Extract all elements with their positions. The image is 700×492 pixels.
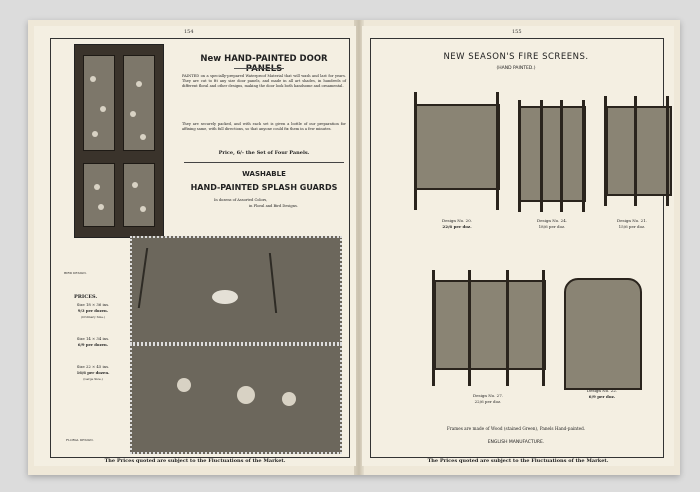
- bird-design-label: BIRD DESIGN.: [64, 271, 87, 275]
- door-panels-description-2: They are securely packed, and with each set is given a bottle of our preparation for affixing same, with full directions, so that anyone could fix them in a few minutes.: [182, 122, 346, 131]
- design-price: 6/9 per doz.: [588, 394, 616, 399]
- left-page-footer: The Prices quoted are subject to the Fluctuations of the Market.: [104, 458, 286, 464]
- door-illustration: [74, 44, 164, 238]
- fire-screen-image: [434, 280, 546, 370]
- design-27-caption: [448, 393, 528, 405]
- design-price: 18/6 per doz.: [538, 224, 566, 229]
- price-entry-1: [60, 302, 126, 320]
- design-label: Design No. 21.: [616, 218, 648, 223]
- door-panel: [123, 55, 155, 151]
- door-panels-description: PAINTED on a specially-prepared Waterproof Material that will wash and last for years. They are cut to fit any size door panels, and made in all art shades, in hundreds of different floral and other designs, making the door look both handsome and ornamental.: [182, 74, 346, 88]
- splash-guards-subtitle-1: In dozens of Assorted Colors,: [214, 198, 268, 202]
- splash-guards-title: HAND-PAINTED SPLASH GUARDS: [190, 183, 338, 192]
- fire-screens-title: NEW SEASON'S FIRE SCREENS.: [443, 52, 589, 62]
- fire-screen-image: [518, 106, 586, 202]
- fire-screen-image: [564, 278, 642, 390]
- splash-guards-title-top: WASHABLE: [242, 170, 286, 178]
- design-label: Design No. 27.: [472, 393, 504, 398]
- price-size: Size 14 × 34 ins.: [76, 336, 110, 341]
- english-manufacture: ENGLISH MANUFACTURE.: [487, 440, 545, 445]
- fire-screen-image: [414, 104, 500, 190]
- price-note: (Large Size.): [83, 377, 103, 381]
- design-price: 15/6 per doz.: [618, 224, 646, 229]
- price-entry-3: [60, 364, 126, 382]
- right-page: [362, 26, 674, 466]
- door-panel: [83, 163, 115, 227]
- bird-design-splash-guard: [130, 236, 342, 344]
- splash-guards-subtitle-2: in Floral and Bird Designs.: [249, 204, 299, 208]
- price-value: 16/6 per dozen.: [76, 370, 110, 375]
- design-20-caption: [417, 218, 497, 230]
- swan-shape: [212, 290, 238, 304]
- ornament-divider: [234, 68, 284, 69]
- prices-heading: PRICES.: [74, 294, 98, 300]
- design-price: 22/6 per doz.: [474, 399, 502, 404]
- floral-design-label: FLORAL DESIGN.: [66, 438, 94, 442]
- door-panel: [123, 163, 155, 227]
- fire-screen-image: [606, 106, 672, 196]
- page-number-left: 154: [184, 29, 194, 35]
- price-value: 6/9 per dozen.: [77, 342, 109, 347]
- design-24-caption: [512, 218, 592, 230]
- price-entry-2: [60, 336, 126, 348]
- price-value: 9/3 per dozen.: [77, 308, 109, 313]
- design-price: 22/6 per doz.: [442, 224, 472, 229]
- design-22-caption: [562, 388, 642, 400]
- door-panels-price: Price, 6/- the Set of Four Panels.: [218, 150, 310, 156]
- section-divider: [184, 162, 344, 163]
- design-21-caption: [597, 218, 667, 230]
- price-size: Size 22 × 45 ins.: [76, 364, 110, 369]
- price-note: (Ordinary Size.): [80, 315, 106, 319]
- design-label: Design No. 24.: [536, 218, 568, 223]
- frames-note: Frames are made of Wood (stained Green), Panels Hand-painted.: [446, 426, 586, 431]
- right-page-footer: The Prices quoted are subject to the Fluctuations of the Market.: [427, 458, 609, 464]
- page-number-right: 155: [512, 29, 522, 35]
- floral-design-splash-guard: [130, 344, 342, 454]
- design-label: Design No. 22.: [586, 388, 618, 393]
- price-size: Size 18 × 36 ins.: [76, 302, 110, 307]
- design-label: Design No. 20.: [441, 218, 473, 223]
- door-panels-title: New HAND-PAINTED DOOR PANELS: [200, 54, 328, 74]
- open-catalogue: [28, 20, 680, 475]
- door-panel: [83, 55, 115, 151]
- left-page: [34, 26, 356, 466]
- fire-screens-subtitle: (HAND PAINTED.): [496, 66, 536, 71]
